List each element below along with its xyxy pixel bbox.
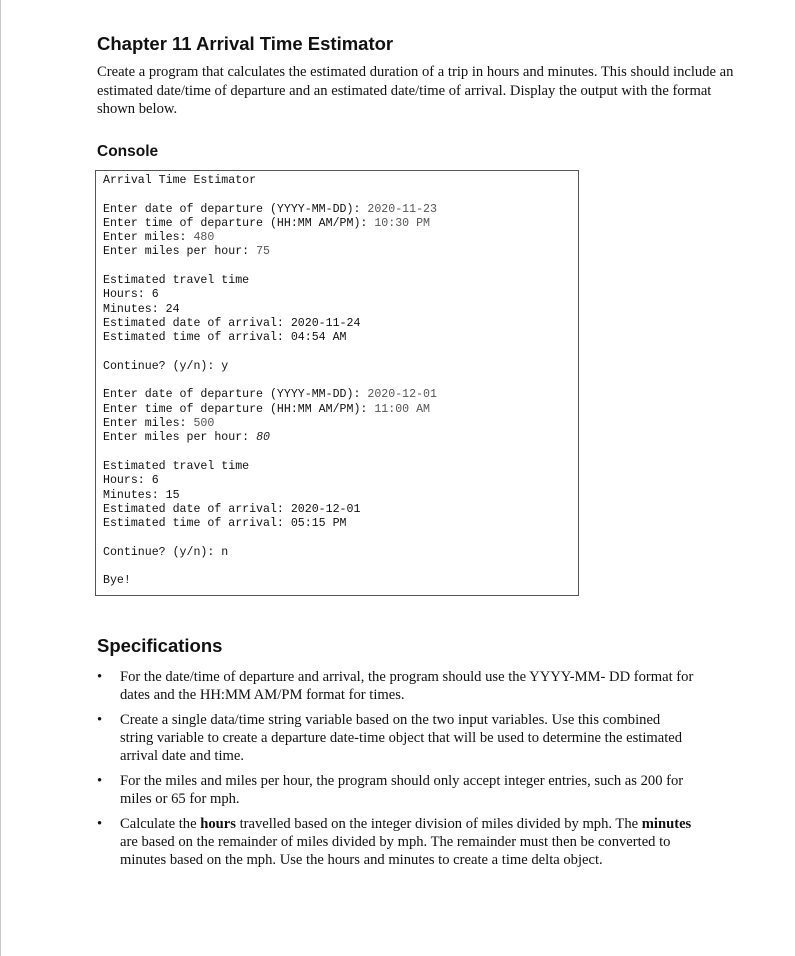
continue-prompt [103,360,578,374]
console-heading: Console [97,143,159,160]
prompt-input-value: 80 [256,431,270,445]
console-prompt-line [103,231,578,245]
continue-value: n [221,545,229,559]
specifications-heading: Specifications [97,635,223,656]
specifications-list [97,668,697,876]
continue-value: y [221,359,229,373]
console-prompt-line [103,403,578,417]
bullet-icon: • [97,773,103,789]
page-edge [0,0,1,956]
prompt-input-value: 10:30 PM [374,216,431,230]
continue-label: Continue? (y/n): [103,359,222,373]
prompt-label: Enter date of departure (YYYY-MM-DD): [103,388,368,402]
prompt-input-value: 500 [193,417,215,431]
spec-text: Calculate the hours travelled based on the integer division of miles divided by mph. The minutes are based on the remainder of miles divided by mph. The remainder must then be converted to minutes based on the mph. Use the hours and minutes to create a time delta object. [120,816,692,868]
spec-item [97,668,697,704]
console-output [95,170,579,596]
continue-prompt [103,546,578,560]
prompt-label: Enter miles: [103,417,194,431]
prompt-label: Enter miles per hour: [103,245,257,259]
prompt-label: Enter time of departure (HH:MM AM/PM): [103,402,375,416]
spec-text: For the date/time of departure and arrival, the program should use the YYYY-MM- DD format for dates and the HH:MM AM/PM format for times. [120,669,694,703]
result-arrival-date: Estimated date of arrival: 2020-12-01 [103,502,361,516]
console-prompt-line [103,388,578,402]
result-minutes: Minutes: 15 [103,488,180,502]
console-prompt-line [103,217,578,231]
console-footer: Bye! [103,574,131,588]
result-arrival-time: Estimated time of arrival: 05:15 PM [103,517,347,531]
console-header: Arrival Time Estimator [103,174,257,187]
prompt-input-value: 480 [193,231,215,245]
bold-term: hours [200,816,236,832]
prompt-label: Enter date of departure (YYYY-MM-DD): [103,202,368,216]
console-prompt-line [103,245,578,259]
console-prompt-line [103,203,578,217]
prompt-input-value: 11:00 AM [374,402,431,416]
bullet-icon: • [97,712,103,728]
result-arrival-date: Estimated date of arrival: 2020-11-24 [103,316,361,330]
result-heading: Estimated travel time [103,274,250,288]
result-hours: Hours: 6 [103,474,159,488]
prompt-label: Enter time of departure (HH:MM AM/PM): [103,216,375,230]
spec-item [97,711,697,765]
console-prompt-line [103,431,578,445]
bullet-icon: • [97,816,103,832]
continue-label: Continue? (y/n): [103,545,222,559]
spec-item [97,815,697,869]
spec-text: For the miles and miles per hour, the program should only accept integer entries, such as 200 for miles or 65 for mph. [120,773,684,807]
prompt-input-value: 2020-12-01 [367,388,437,402]
prompt-label: Enter miles per hour: [103,431,257,445]
result-hours: Hours: 6 [103,288,159,302]
spec-item [97,772,697,808]
console-prompt-line [103,417,578,431]
prompt-input-value: 2020-11-23 [367,202,437,216]
page-title: Chapter 11 Arrival Time Estimator [97,33,394,54]
bold-term: minutes [641,816,692,832]
result-minutes: Minutes: 24 [103,302,180,316]
prompt-label: Enter miles: [103,231,194,245]
bullet-icon: • [97,669,103,685]
intro-paragraph: Create a program that calculates the estimated duration of a trip in hours and minutes. This should include an estimated date/time of departure and an estimated date/time of arrival. Display the output with the format shown below. [97,64,734,117]
spec-text: Create a single data/time string variable based on the two input variables. Use this combined string variable to create a departure date-time object that will be used to determine the estimated arrival date and time. [120,712,683,764]
result-heading: Estimated travel time [103,459,250,473]
prompt-input-value: 75 [256,245,270,259]
result-arrival-time: Estimated time of arrival: 04:54 AM [103,331,347,345]
